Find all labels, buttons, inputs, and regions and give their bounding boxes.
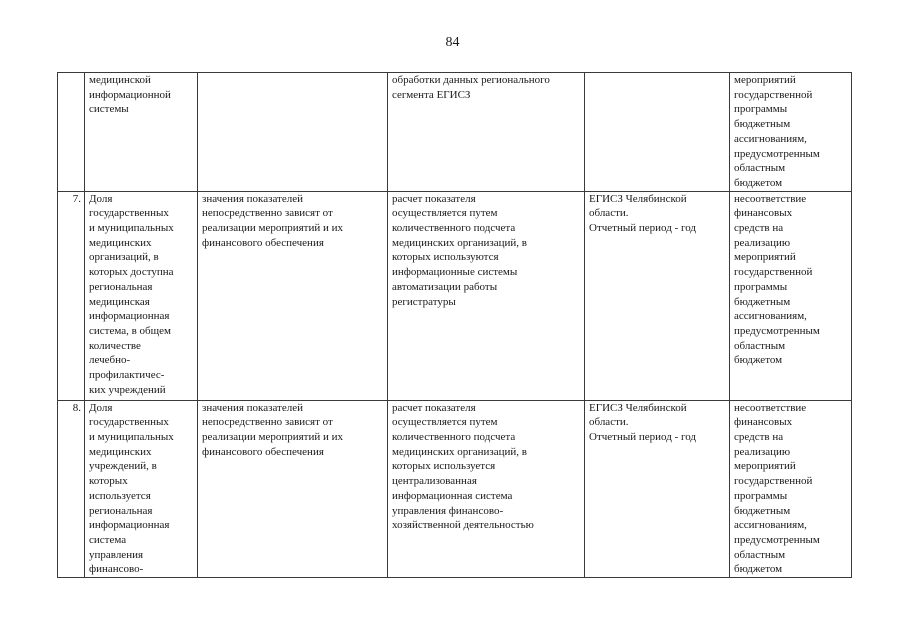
calculation-cell: обработки данных регионального сегмента ЕГИСЗ	[388, 73, 585, 192]
method-cell: значения показателей непосредственно зависят от реализации мероприятий и их финансового обеспечения	[198, 400, 388, 577]
source-cell: ЕГИСЗ Челябинской области. Отчетный период - год	[585, 400, 730, 577]
row-number-cell: 7.	[58, 191, 85, 400]
table-row	[58, 400, 852, 577]
risk-cell: мероприятий государственной программы бюджетным ассигнованиям, предусмотренным областным бюджетом	[730, 73, 852, 192]
row-number-cell	[58, 73, 85, 192]
source-cell	[585, 73, 730, 192]
source-cell: ЕГИСЗ Челябинской области. Отчетный период - год	[585, 191, 730, 400]
indicators-table	[57, 72, 852, 578]
table-row	[58, 73, 852, 192]
method-cell	[198, 73, 388, 192]
method-cell: значения показателей непосредственно зависят от реализации мероприятий и их финансового обеспечения	[198, 191, 388, 400]
page-number: 84	[445, 35, 460, 50]
indicator-name-cell: медицинской информационной системы	[85, 73, 198, 192]
risk-cell: несоответствие финансовых средств на реализацию мероприятий государственной программы бюджетным ассигнованиям, предусмотренным областным бюджетом	[730, 191, 852, 400]
row-number-cell: 8.	[58, 400, 85, 577]
risk-cell: несоответствие финансовых средств на реализацию мероприятий государственной программы бюджетным ассигнованиям, предусмотренным областным бюджетом	[730, 400, 852, 577]
calculation-cell: расчет показателя осуществляется путем количественного подсчета медицинских организаций, в которых используются информационные системы автоматизации работы регистратуры	[388, 191, 585, 400]
indicator-name-cell: Доля государственных и муниципальных медицинских организаций, в которых доступна региональная медицинская информационная система, в общем количестве лечебно- профилактичес- ких учреждений	[85, 191, 198, 400]
calculation-cell: расчет показателя осуществляется путем количественного подсчета медицинских организаций, в которых используется централизованная информационная система управления финансово- хозяйственной деятельностью	[388, 400, 585, 577]
table-row	[58, 191, 852, 400]
indicator-name-cell: Доля государственных и муниципальных медицинских учреждений, в которых используется региональная информационная система управления финансово-	[85, 400, 198, 577]
